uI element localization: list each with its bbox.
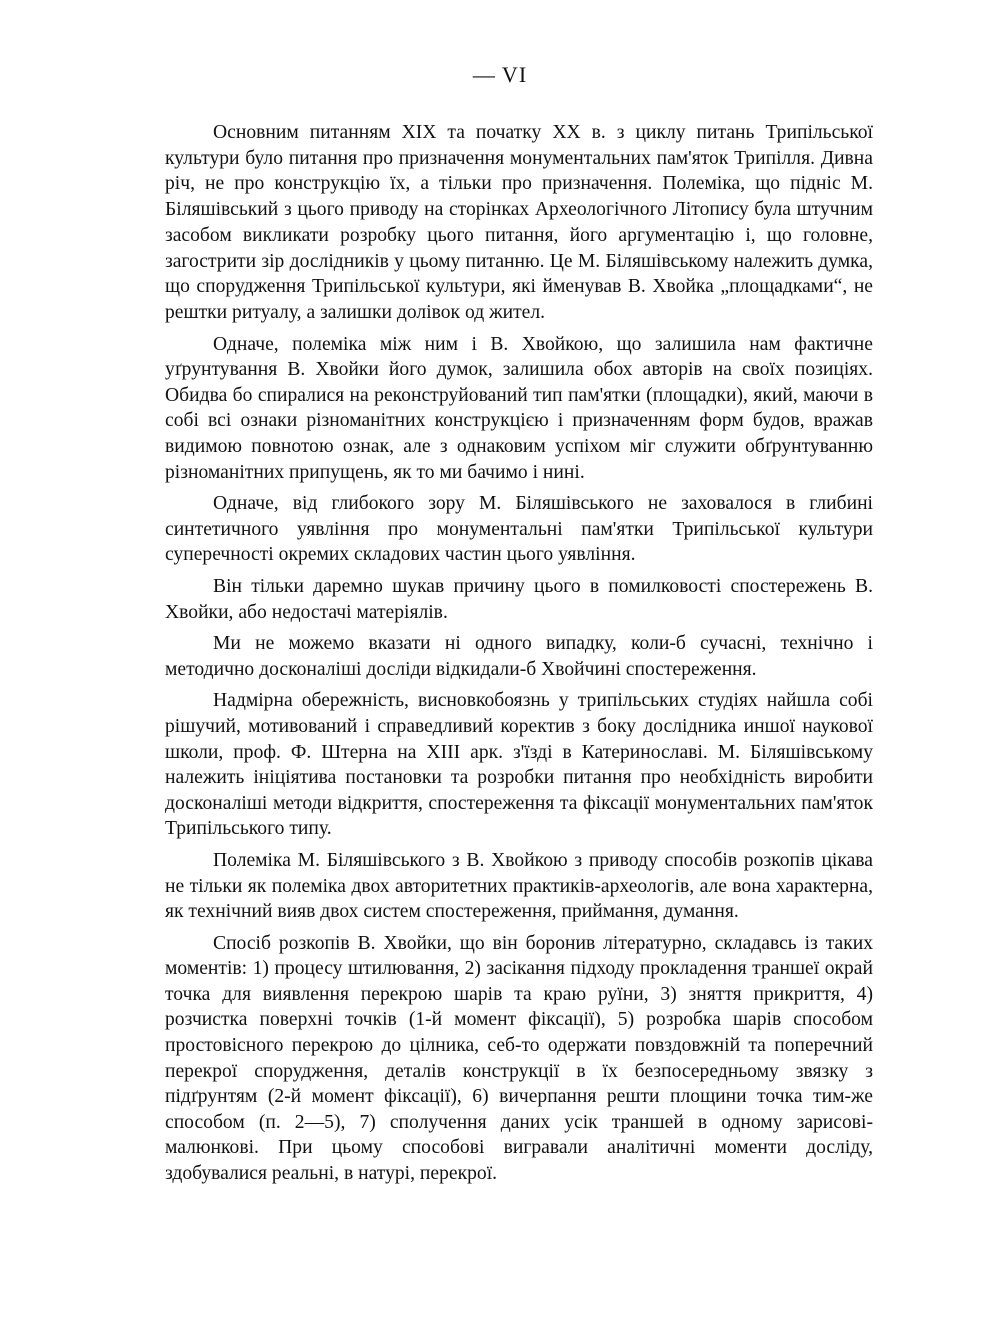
paragraph-6: Надмірна обережність, висновкобоязнь у трипільських студіях найшла собі рішучий, мотивований і справедливий коректив з боку дослідника иншої наукової школи, проф. Ф. Штерна на XIII арк. з'їзді в Катеринославі. М. Біляшівському належить ініціятива постановки та розробки питання про необхідність виробити досконаліші методи відкриття, спостереження та фіксації монументальних пам'яток Трипільського типу. <box>165 690 873 840</box>
paragraph-8: Спосіб розкопів В. Хвойки, що він боронив літературно, складавсь із таких моментів: 1) процесу штилювання, 2) засікання підходу прокладення траншеї окрай точка для виявлення перекрою шарів та краю руїни, 3) зняття прикриття, 4) розчистка поверхні точків (1-й момент фіксації), 5) розробка шарів способом простовісного перекрою до цілника, себ-то одержати повздовжній та поперечний перекрої спорудження, деталів конструкції в їх безпосередньому звязку з підґрунтям (2-й момент фіксації), 6) вичерпання решти площини точка тим-же способом (п. 2—5), 7) сполучення даних усік траншей в одному зарисові-малюнкові. При цьому способові вигравали аналітичні моменти досліду, здобувалися реальні, в натурі, перекрої. <box>165 932 873 1185</box>
paragraph-2: Одначе, полеміка між ним і В. Хвойкою, що залишила нам фактичне уґрунтування В. Хвойки його думок, залишила обох авторів на своїх позиціях. Обидва бо спиралися на реконструйований тип пам'ятки (площадки), який, маючи в собі всі ознаки різноманітних конструкцією і призначенням форм будов, вражав видимою повнотою ознак, але з однаковим успіхом міг служити обґрунтуванню різноманітних припущень, як то ми бачимо і нині. <box>165 333 873 483</box>
paragraph-5: Ми не можемо вказати ні одного випадку, коли-б сучасні, технічно і методично досконаліші досліди відкидали-б Хвойчині спостереження. <box>165 633 873 680</box>
page-number: — VI <box>472 62 528 87</box>
paragraph-7: Полеміка М. Біляшівського з В. Хвойкою з приводу способів розкопів цікава не тільки як полеміка двох авторитетних практиків-археологів, але вона характерна, як технічний вияв двох систем спостереження, приймання, думання. <box>165 849 873 923</box>
paragraph-3: Одначе, від глибокого зору М. Біляшівського не заховалося в глибині синтетичного уявління про монументальні пам'ятки Трипільської культури суперечності окремих складових частин цього уявління. <box>165 493 873 566</box>
paragraph-4: Він тільки даремно шукав причину цього в помилковості спостережень В. Хвойки, або недостачі матеріялів. <box>165 575 873 623</box>
body-text <box>165 120 873 1193</box>
paragraph-1: Основним питанням XIX та початку XX в. з циклу питань Трипільської культури було питання про призначення монументальних пам'яток Трипілля. Дивна річ, не про конструкцію їх, а тільки про призначення. Полеміка, що підніс М. Біляшівський з цього приводу на сторінках Археологічного Літопису була штучним засобом викликати розробку цього питання, його аргументацію і, що головне, загострити зір дослідників у цьому питанню. Це М. Біляшівському належить думка, що спорудження Трипільської культури, які йменував В. Хвойка „площадками“, не рештки ритуалу, а залишки долівок од жител. <box>165 122 873 323</box>
